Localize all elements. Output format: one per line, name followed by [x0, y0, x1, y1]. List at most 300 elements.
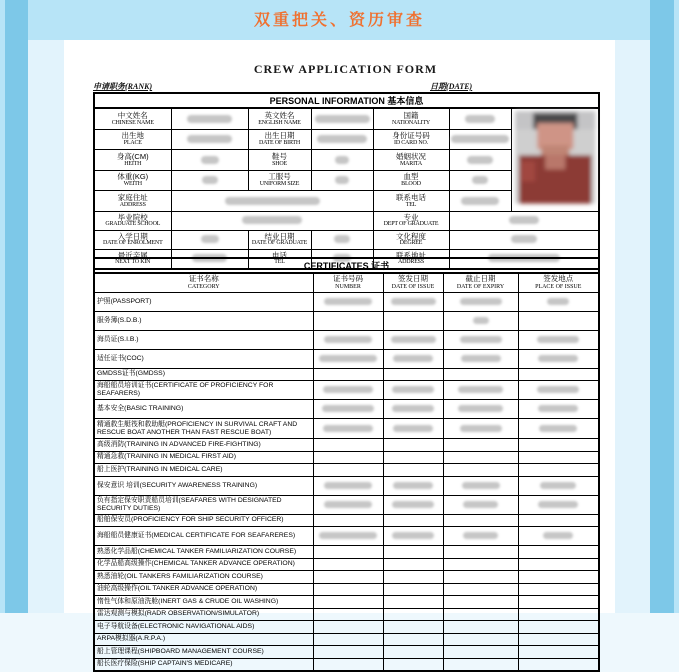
certificate-name: 海船船员培训证书(CERTIFICATE OF PROFICIENCY FOR SEAFARERS)	[94, 381, 313, 400]
redacted-value-blob	[315, 115, 370, 123]
redacted-value-blob	[392, 532, 434, 539]
redacted-value-cell	[518, 451, 599, 464]
redacted-value-blob	[538, 405, 578, 412]
certificate-row	[94, 368, 599, 381]
certificate-name: 海船船员健康证书(MEDICAL CERTIFICATE FOR SEAFARERES)	[94, 527, 313, 546]
label-en: SHOE	[272, 160, 287, 167]
certificate-name: 船上医护(TRAINING IN MEDICAL CARE)	[94, 464, 313, 477]
redacted-value-cell	[313, 311, 383, 330]
form-field-label	[248, 170, 311, 191]
certificate-row	[94, 571, 599, 584]
redacted-value-cell	[171, 170, 248, 191]
redacted-value-cell	[443, 439, 518, 452]
redacted-value-blob	[537, 386, 579, 393]
redacted-value-cell	[443, 292, 518, 311]
column-header-en: PLACE OF ISSUE	[535, 283, 582, 290]
personal-section-header: PERSONAL INFORMATION 基本信息	[94, 93, 599, 108]
redacted-value-cell	[518, 495, 599, 514]
redacted-value-blob	[461, 355, 501, 362]
redacted-value-cell	[518, 646, 599, 659]
redacted-value-cell	[171, 191, 373, 212]
redacted-value-blob	[392, 386, 434, 393]
redacted-value-cell	[383, 451, 443, 464]
form-field-label	[94, 191, 171, 212]
redacted-value-cell	[518, 514, 599, 527]
certificate-name: GMDSS证书(GMDSS)	[94, 368, 313, 381]
column-header-en: DATE OF EXPIRY	[456, 283, 505, 290]
label-zh: 鞋号	[272, 151, 287, 161]
personal-info-row	[94, 230, 599, 249]
redacted-value-cell	[443, 330, 518, 349]
redacted-value-cell	[443, 476, 518, 495]
redacted-value-cell	[443, 633, 518, 646]
redacted-value-blob	[322, 405, 374, 412]
label-zh: 最近亲属	[117, 250, 148, 260]
redacted-value-cell	[443, 464, 518, 477]
certificate-row	[94, 608, 599, 621]
certificate-row	[94, 292, 599, 311]
certificate-name: 海员证(S.I.B.)	[94, 330, 313, 349]
redacted-value-blob	[465, 115, 495, 123]
redacted-value-blob	[335, 176, 349, 184]
redacted-value-blob	[462, 482, 500, 489]
label-zh: 入学日期	[117, 231, 148, 241]
redacted-value-cell	[311, 230, 373, 249]
redacted-value-cell	[383, 658, 443, 671]
redacted-value-cell	[518, 558, 599, 571]
label-en: DEGREE	[399, 240, 423, 247]
certificate-name: 基本安全(BASIC TRAINING)	[94, 400, 313, 419]
redacted-value-cell	[383, 419, 443, 439]
redacted-value-cell	[518, 311, 599, 330]
label-zh: 工服号	[268, 172, 291, 182]
redacted-value-cell	[518, 419, 599, 439]
certificate-row	[94, 621, 599, 634]
label-zh: 英文姓名	[264, 110, 295, 120]
certificates-column-header	[94, 273, 313, 292]
label-zh: 婚姻状况	[396, 151, 426, 161]
redacted-value-cell	[383, 464, 443, 477]
redacted-value-cell	[383, 633, 443, 646]
column-header-en: DATE OF ISSUE	[391, 283, 435, 290]
redacted-value-blob	[538, 501, 578, 508]
redacted-value-cell	[313, 571, 383, 584]
redacted-value-blob	[323, 386, 373, 393]
label-en: DATE OF GRADUATE	[251, 240, 308, 247]
right-blue-bar	[650, 0, 674, 613]
redacted-value-blob	[537, 336, 579, 343]
redacted-value-cell	[313, 527, 383, 546]
certificate-name: 化学品船高级操作(CHEMICAL TANKER ADVANCE OPERATION)	[94, 558, 313, 571]
label-en: TEL	[405, 201, 417, 208]
certificate-row	[94, 514, 599, 527]
form-field-label	[373, 170, 449, 191]
certificates-section-header: CERTIFICATES 证书	[94, 258, 599, 273]
redacted-value-cell	[518, 527, 599, 546]
column-header-en: CATEGORY	[187, 283, 220, 290]
redacted-value-cell	[313, 476, 383, 495]
redacted-value-cell	[443, 621, 518, 634]
redacted-value-blob	[391, 298, 436, 305]
redacted-value-blob	[460, 425, 502, 432]
certificates-column-header	[383, 273, 443, 292]
redacted-value-cell	[383, 439, 443, 452]
certificate-name: 惰性气体和原油洗舱(INERT GAS & CRUDE OIL WASHING)	[94, 596, 313, 609]
banner-title: 双重把关、资历审查	[253, 12, 425, 29]
redacted-value-cell	[518, 368, 599, 381]
redacted-value-cell	[518, 596, 599, 609]
certificate-row	[94, 658, 599, 671]
redacted-value-cell	[443, 514, 518, 527]
certificate-name: 服务簿(S.D.B.)	[94, 311, 313, 330]
redacted-value-cell	[443, 646, 518, 659]
redacted-value-blob	[460, 336, 502, 343]
label-zh: 出生地	[121, 131, 144, 141]
label-zh: 身份证号码	[392, 131, 430, 141]
redacted-value-blob	[539, 425, 577, 432]
certificate-name: 精通救生艇筏和救助艇(PROFICIENCY IN SURVIVAL CRAFT AND RESCUE BOAT ANOTHER THAN FAST RESCUE BOAT)	[94, 419, 313, 439]
certificate-row	[94, 419, 599, 439]
redacted-value-cell	[443, 400, 518, 419]
redacted-value-cell	[449, 108, 511, 129]
redacted-value-cell	[313, 292, 383, 311]
redacted-value-blob	[187, 115, 232, 123]
form-field-label	[94, 108, 171, 129]
redacted-value-cell	[171, 108, 248, 129]
form-field-label	[94, 150, 171, 171]
redacted-value-cell	[313, 400, 383, 419]
certificate-name: 船上管理课程(SHIPBOARD MANAGEMENT COURSE)	[94, 646, 313, 659]
certificate-row	[94, 381, 599, 400]
form-field-label	[248, 108, 311, 129]
label-en: BLOOD	[401, 181, 421, 188]
personal-info-table	[93, 92, 600, 270]
certificate-name: 熟悉油轮(OIL TANKERS FAMILIARIZATION COURSE)	[94, 571, 313, 584]
redacted-value-blob	[463, 501, 498, 508]
redacted-value-cell	[313, 658, 383, 671]
label-en: ENGLISH NAME	[258, 119, 301, 126]
redacted-value-cell	[518, 292, 599, 311]
form-field-label	[248, 150, 311, 171]
redacted-value-cell	[311, 170, 373, 191]
redacted-value-blob	[392, 501, 434, 508]
redacted-value-cell	[443, 558, 518, 571]
redacted-value-cell	[171, 230, 248, 249]
redacted-value-cell	[383, 368, 443, 381]
redacted-value-cell	[383, 621, 443, 634]
date-label: 日期(DATE)	[430, 82, 473, 91]
redacted-value-cell	[518, 546, 599, 559]
label-en: UNIFORM SIZE	[259, 181, 300, 188]
redacted-value-cell	[313, 633, 383, 646]
redacted-value-cell	[443, 583, 518, 596]
redacted-value-cell	[313, 330, 383, 349]
redacted-value-cell	[383, 608, 443, 621]
redacted-value-cell	[443, 658, 518, 671]
redacted-value-cell	[383, 527, 443, 546]
redacted-value-blob	[461, 197, 499, 205]
redacted-value-cell	[443, 546, 518, 559]
redacted-value-cell	[313, 596, 383, 609]
certificate-row	[94, 558, 599, 571]
redacted-value-blob	[393, 355, 433, 362]
certificate-name: 负有指定保安职责船员培训(SEAFARES WITH DESIGNATED SECURITY DUTIES)	[94, 495, 313, 514]
form-field-label	[94, 129, 171, 150]
redacted-value-cell	[313, 451, 383, 464]
redacted-value-cell	[443, 381, 518, 400]
certificate-row	[94, 451, 599, 464]
certificate-row	[94, 546, 599, 559]
column-header-en: NUMBER	[335, 283, 361, 290]
label-en: CHINESE NAME	[111, 119, 154, 126]
redacted-value-blob	[393, 425, 433, 432]
redacted-value-blob	[467, 156, 493, 164]
redacted-value-cell	[518, 381, 599, 400]
redacted-value-cell	[383, 571, 443, 584]
redacted-value-cell	[518, 633, 599, 646]
redacted-value-cell	[518, 608, 599, 621]
redacted-value-cell	[443, 596, 518, 609]
certificate-name: 船长医疗保险(SHIP CAPTAIN'S MEDICARE)	[94, 658, 313, 671]
redacted-value-cell	[313, 464, 383, 477]
redacted-value-cell	[449, 191, 511, 212]
certificate-name: 雷达观测与模拟(RADR OBSERVATION/SIMULATOR)	[94, 608, 313, 621]
redacted-value-cell	[383, 495, 443, 514]
redacted-value-cell	[518, 464, 599, 477]
certificate-name: 油轮高级操作(OIL TANKER ADVANCE OPERATION)	[94, 583, 313, 596]
applicant-photo	[515, 111, 596, 204]
redacted-value-cell	[313, 439, 383, 452]
redacted-value-blob	[319, 532, 377, 539]
redacted-value-cell	[313, 546, 383, 559]
certificate-row	[94, 476, 599, 495]
label-en: NEXT TO KIN	[115, 259, 151, 266]
certificate-name: 保安意识 培训(SECURITY AWARENESS TRAINING)	[94, 476, 313, 495]
certificate-row	[94, 596, 599, 609]
label-en: DATE OF BIRTH	[258, 140, 301, 147]
form-field-label	[373, 230, 449, 249]
label-en: ADDRESS	[398, 259, 424, 266]
label-en: ID CARD NO.	[394, 140, 428, 147]
label-zh: 血型	[403, 172, 419, 182]
label-zh: 联系地址	[396, 250, 426, 260]
form-field-label	[373, 191, 449, 212]
redacted-value-cell	[383, 311, 443, 330]
redacted-value-cell	[518, 439, 599, 452]
left-blue-bar	[5, 0, 28, 613]
redacted-value-blob	[202, 176, 218, 184]
label-zh: 体重(KG)	[117, 172, 149, 182]
document-page	[64, 40, 615, 668]
certificate-name: 精通急救(TRAINING IN MEDICAL FIRST AID)	[94, 451, 313, 464]
redacted-value-cell	[171, 211, 373, 230]
certificate-name: 高级消防(TRAINING IN ADVANCED FIRE-FIGHTING)	[94, 439, 313, 452]
certificate-row	[94, 439, 599, 452]
redacted-value-cell	[313, 349, 383, 368]
column-header-zh: 截止日期	[465, 274, 496, 284]
certificate-name: 适任证书(COC)	[94, 349, 313, 368]
redacted-value-cell	[313, 368, 383, 381]
label-zh: 联系电话	[396, 192, 426, 202]
redacted-value-cell	[313, 514, 383, 527]
label-zh: 结业日期	[264, 231, 295, 241]
label-en: WEITH	[123, 181, 142, 188]
redacted-value-cell	[518, 330, 599, 349]
form-field-label	[94, 230, 171, 249]
label-en: DEPT OF GRADUATE	[383, 221, 439, 228]
redacted-value-blob	[187, 135, 232, 143]
redacted-value-cell	[311, 108, 373, 129]
redacted-value-cell	[383, 330, 443, 349]
label-zh: 出生日期	[264, 131, 295, 141]
personal-section-header-row	[94, 93, 599, 108]
redacted-value-blob	[317, 135, 367, 143]
certificate-name: ARPA模拟器(A.R.P.A.)	[94, 633, 313, 646]
certificate-row	[94, 311, 599, 330]
redacted-value-cell	[449, 129, 511, 150]
certificates-column-header	[313, 273, 383, 292]
redacted-value-blob	[547, 298, 569, 305]
certificate-row	[94, 583, 599, 596]
redacted-value-cell	[449, 170, 511, 191]
redacted-value-blob	[473, 317, 489, 324]
label-en: GRADUATE SCHOOL	[105, 221, 161, 228]
label-zh: 毕业院校	[117, 212, 148, 222]
redacted-value-cell	[443, 368, 518, 381]
redacted-value-blob	[509, 216, 539, 224]
form-field-label	[373, 108, 449, 129]
redacted-value-blob	[201, 156, 219, 164]
form-field-label	[248, 129, 311, 150]
label-en: DATE OF ENROLMENT	[102, 240, 163, 247]
redacted-value-cell	[443, 349, 518, 368]
redacted-value-cell	[383, 292, 443, 311]
redacted-value-blob	[538, 355, 578, 362]
redacted-value-cell	[313, 381, 383, 400]
label-zh: 电话	[272, 250, 287, 260]
redacted-value-blob	[324, 336, 372, 343]
redacted-value-cell	[518, 400, 599, 419]
redacted-value-blob	[451, 135, 509, 143]
column-header-zh: 证书名称	[188, 274, 219, 284]
redacted-value-cell	[383, 583, 443, 596]
redacted-value-cell	[383, 400, 443, 419]
certificate-row	[94, 464, 599, 477]
redacted-value-blob	[242, 216, 302, 224]
redacted-value-blob	[458, 386, 503, 393]
redacted-value-blob	[543, 532, 573, 539]
redacted-value-cell	[449, 230, 599, 249]
redacted-value-blob	[323, 425, 373, 432]
redacted-value-blob	[463, 532, 498, 539]
certificates-table	[93, 257, 600, 672]
redacted-value-cell	[383, 546, 443, 559]
redacted-value-cell	[313, 646, 383, 659]
column-header-zh: 证书号码	[333, 274, 363, 284]
label-en: HEITH	[124, 160, 142, 167]
certificate-row	[94, 495, 599, 514]
certificate-row	[94, 527, 599, 546]
certificate-row	[94, 400, 599, 419]
redacted-value-cell	[383, 349, 443, 368]
redacted-value-blob	[391, 336, 436, 343]
redacted-value-cell	[383, 514, 443, 527]
certificates-section-header-row	[94, 258, 599, 273]
redacted-value-cell	[443, 311, 518, 330]
label-en: MARITA	[400, 160, 422, 167]
form-title: CREW APPLICATION FORM	[253, 62, 438, 76]
redacted-value-cell	[171, 150, 248, 171]
redacted-value-cell	[518, 658, 599, 671]
redacted-value-blob	[225, 197, 320, 205]
redacted-value-cell	[313, 495, 383, 514]
certificate-name: 护照(PASSPORT)	[94, 292, 313, 311]
certificates-column-header	[443, 273, 518, 292]
redacted-value-cell	[313, 558, 383, 571]
redacted-value-cell	[443, 451, 518, 464]
redacted-value-cell	[518, 571, 599, 584]
redacted-value-blob	[324, 482, 372, 489]
label-zh: 中文姓名	[117, 110, 148, 120]
redacted-value-blob	[324, 298, 372, 305]
redacted-value-cell	[518, 476, 599, 495]
personal-info-row	[94, 108, 599, 129]
certificate-name: 船舶保安员(PROFICIENCY FOR SHIP SECURITY OFFICER)	[94, 514, 313, 527]
form-field-label	[373, 150, 449, 171]
certificate-name: 熟悉化学品船(CHEMICAL TANKER FAMILIARIZATION COURSE)	[94, 546, 313, 559]
redacted-value-blob	[201, 235, 219, 243]
redacted-value-cell	[383, 476, 443, 495]
redacted-value-cell	[518, 349, 599, 368]
label-en: NATIONALITY	[391, 119, 431, 126]
redacted-value-blob	[511, 235, 537, 243]
certificate-row	[94, 349, 599, 368]
certificate-row	[94, 633, 599, 646]
redacted-value-cell	[313, 419, 383, 439]
label-zh: 身高(CM)	[116, 151, 149, 161]
redacted-value-blob	[319, 355, 377, 362]
redacted-value-blob	[334, 235, 350, 243]
form-field-label	[94, 211, 171, 230]
redacted-value-cell	[383, 596, 443, 609]
certificate-row	[94, 330, 599, 349]
label-zh: 专业	[403, 212, 419, 222]
redacted-value-cell	[313, 583, 383, 596]
column-header-zh: 签发日期	[398, 274, 428, 284]
redacted-value-blob	[460, 298, 502, 305]
rank-label: 申请职务(RANK)	[93, 82, 153, 91]
redacted-value-cell	[311, 150, 373, 171]
label-zh: 国籍	[403, 110, 419, 120]
redacted-value-cell	[443, 495, 518, 514]
redacted-value-blob	[392, 405, 434, 412]
label-en: TEL	[274, 259, 285, 266]
label-zh: 家庭住址	[117, 192, 148, 202]
certificates-column-header-row	[94, 273, 599, 292]
redacted-value-blob	[472, 176, 488, 184]
redacted-value-blob	[458, 405, 503, 412]
redacted-value-blob	[393, 482, 433, 489]
applicant-photo-cell	[511, 108, 599, 211]
redacted-value-cell	[383, 381, 443, 400]
redacted-value-cell	[443, 571, 518, 584]
redacted-value-cell	[313, 608, 383, 621]
redacted-value-cell	[449, 211, 599, 230]
redacted-value-cell	[443, 419, 518, 439]
column-header-zh: 签发地点	[543, 274, 574, 284]
form-field-label	[373, 129, 449, 150]
certificate-row	[94, 646, 599, 659]
